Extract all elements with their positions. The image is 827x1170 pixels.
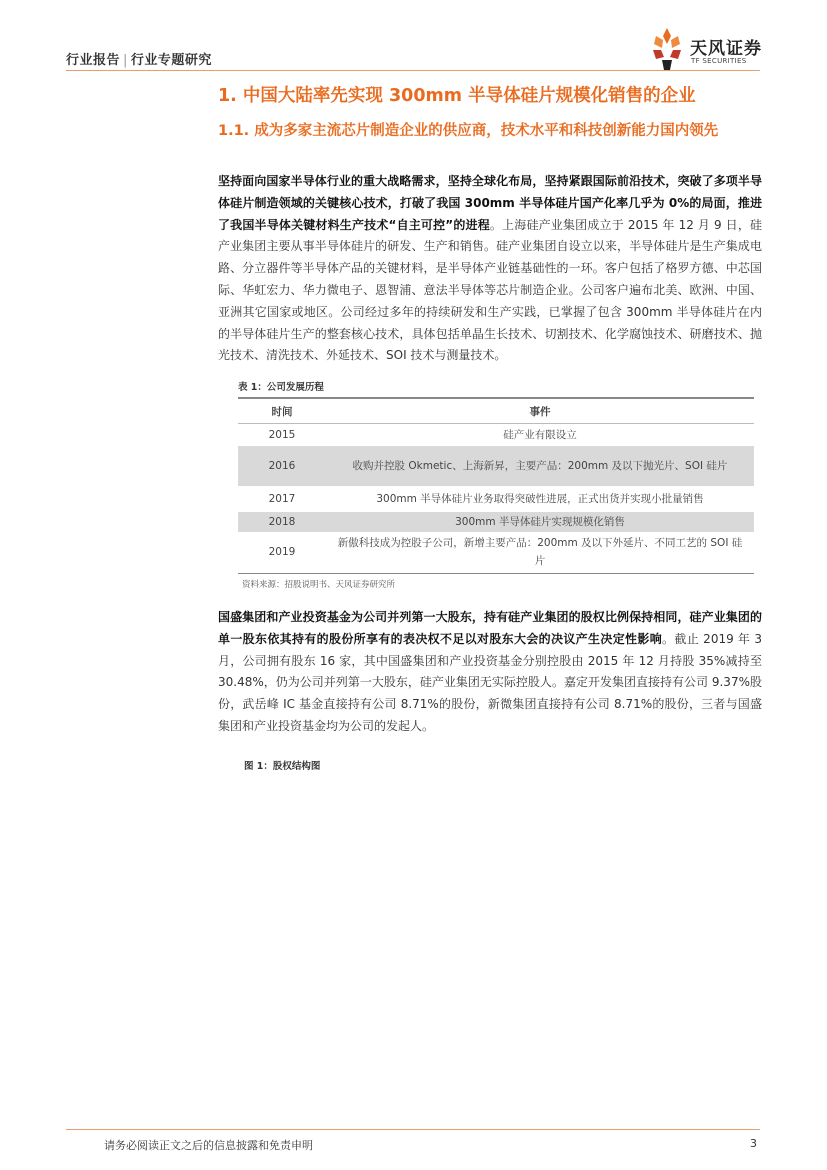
paragraph-shareholders [218, 607, 762, 738]
row-event: 300mm 半导体硅片实现规模化销售 [326, 512, 754, 532]
paragraph-2-body: 。截止 2019 年 3 月，公司拥有股东 16 家，其中国盛集团和产业投资基金分别控股由 2015 年 12 月持股 35%减持至 30.48%，仍为公司并列第一大股东，硅产业集团无实际控股人。嘉定开发集团直接持有公司 9.37%股份，武岳峰 IC 基金直接持有公司 8.71%的股份，新微集团直接持有公司 8.71%的股份，三者与国盛集团和产业投资基金均为公司的发起人。 [218, 631, 762, 733]
table-source-note: 资料来源：招股说明书、天风证券研究所 [242, 580, 396, 590]
logo-chinese-text: 天风证券 [690, 39, 762, 59]
row-year: 2016 [238, 446, 326, 486]
logo-english-text: TF SECURITIES [691, 57, 747, 65]
paragraph-2-bold: 国盛集团和产业投资基金为公司并列第一大股东，持有硅产业集团的股权比例保持相同，硅产业集团的单一股东依其持有的股份所享有的表决权不足以对股东大会的决议产生决定性影响 [218, 610, 762, 646]
paragraph-company-overview [218, 171, 762, 367]
row-event: 300mm 半导体硅片业务取得突破性进展，正式出货并实现小批量销售 [376, 492, 704, 505]
breadcrumb-report-type: 行业报告 [66, 53, 121, 68]
table-row [238, 512, 754, 532]
table-row [238, 532, 754, 574]
table-row [238, 486, 754, 512]
page-number: 3 [750, 1137, 757, 1150]
row-year: 2015 [268, 428, 296, 441]
subsection-heading: 1.1. 成为多家主流芯片制造企业的供应商，技术水平和科技创新能力国内领先 [218, 123, 719, 139]
row-event: 新傲科技成为控股子公司，新增主要产品：200mm 及以下外延片、不同工艺的 SOI 硅片 [326, 532, 754, 574]
row-year: 2018 [238, 512, 326, 532]
row-year: 2017 [268, 492, 296, 505]
tf-securities-logo [650, 26, 765, 72]
paragraph-1-body: 。上海硅产业集团成立于 2015 年 12 月 9 日，硅产业集团主要从事半导体硅片的研发、生产和销售。硅产业集团自设立以来，半导体硅片是生产集成电路、分立器件等半导体产品的关键材料，是半导体产业链基础性的一环。客户包括了格罗方德、中芯国际、华虹宏力、华力微电子、恩智浦、意法半导体等芯片制造企业。公司客户遍布北美、欧洲、中国、亚洲其它国家或地区。公司经过多年的持续研发和生产实践，已掌握了包含 300mm 半导体硅片在内的半导体硅片生产的整套核心技术，具体包括单晶生长技术、切割技术、化学腐蚀技术、研磨技术、抛光技术、清洗技术、外延技术、SOI 技术与测量技术。 [218, 217, 762, 363]
figure-caption: 图 1：股权结构图 [244, 761, 321, 772]
breadcrumb-separator: | [123, 53, 128, 68]
section-heading: 1. 中国大陆率先实现 300mm 半导体硅片规模化销售的企业 [218, 86, 696, 106]
table-row [238, 446, 754, 486]
breadcrumb-report-topic: 行业专题研究 [130, 53, 212, 68]
column-header-event: 事件 [326, 398, 754, 424]
logo-mark-icon [650, 26, 684, 72]
row-event: 收购并控股 Okmetic、上海新昇，主要产品：200mm 及以下抛光片、SOI 硅片 [326, 446, 754, 486]
table-row [238, 424, 754, 446]
header-breadcrumb [66, 49, 212, 68]
footer-disclaimer: 请务必阅读正文之后的信息披露和免责申明 [104, 1139, 313, 1152]
row-year: 2019 [238, 532, 326, 574]
footer-divider [66, 1129, 760, 1130]
column-header-time: 时间 [238, 398, 326, 424]
development-history-table [238, 397, 754, 574]
table-caption: 表 1：公司发展历程 [238, 382, 324, 393]
row-event: 硅产业有限设立 [503, 428, 577, 441]
table-header-row [238, 398, 754, 424]
header-divider [66, 70, 760, 71]
paragraph-1-bold: 坚持面向国家半导体行业的重大战略需求，坚持全球化布局，坚持紧跟国际前沿技术，突破了多项半导体硅片制造领域的关键核心技术，打破了我国 300mm 半导体硅片国产化率几乎为 0%的局面，推进了我国半导体关键材料生产技术“自主可控”的进程 [218, 174, 762, 232]
